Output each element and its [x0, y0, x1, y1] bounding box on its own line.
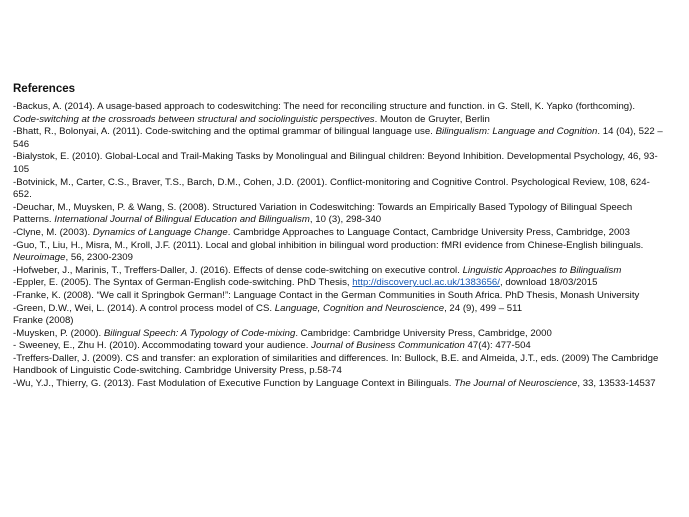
reference-text: -Franke, K. (2008). “We call it Springbok German!”: Language Contact in the German Communities in South Africa. PhD Thesis, Monash University — [13, 289, 640, 301]
reference-entry — [13, 378, 663, 391]
reference-entry — [13, 240, 663, 265]
reference-text: - Sweeney, E., Zhu H. (2010). Accommodating toward your audience. — [13, 340, 312, 352]
reference-text: -Bhatt, R., Bolonyai, A. (2011). Code-switching and the optimal grammar of bilingual language use. — [13, 126, 436, 138]
reference-entry — [13, 353, 663, 378]
reference-italic-title: Bilingualism: Language and Cognition — [435, 126, 598, 138]
reference-text: -Eppler, E. (2005). The Syntax of German-English code-switching. PhD Thesis, — [13, 277, 353, 289]
reference-text: -Hofweber, J., Marinis, T., Treffers-Daller, J. (2016). Effects of dense code-switching on executive control. — [13, 264, 463, 276]
reference-italic-title: Neuroimage — [13, 252, 66, 264]
reference-text: . Mouton de Gruyter, Berlin — [374, 113, 490, 125]
reference-text: , 10 (3), 298-340 — [309, 214, 382, 226]
reference-text: -Bialystok, E. (2010). Global-Local and Trail-Making Tasks by Monolingual and Bilingual children: Beyond Inhibition. Developmental Psychology, 46, 93-105 — [13, 151, 658, 175]
reference-text: -Backus, A. (2014). A usage-based approach to codeswitching: The need for reconciling structure and function. in G. Stell, K. Yapko (forthcoming). — [13, 101, 636, 112]
reference-italic-title: Dynamics of Language Change — [92, 226, 228, 238]
reference-entry — [13, 303, 663, 316]
reference-text: -Clyne, M. (2003). — [13, 226, 93, 238]
reference-entry — [13, 265, 663, 278]
reference-text: , 56, 2300-2309 — [65, 252, 133, 264]
reference-italic-title: Linguistic Approaches to Bilingualism — [462, 264, 622, 276]
reference-text: . Cambridge Approaches to Language Contact, Cambridge University Press, Cambridge, 2003 — [227, 226, 631, 238]
reference-entry — [13, 227, 663, 240]
reference-entry — [13, 340, 663, 353]
reference-italic-title: Journal of Business Communication — [311, 340, 465, 352]
reference-entry — [13, 290, 663, 303]
reference-entry — [13, 315, 663, 328]
reference-italic-title: The Journal of Neuroscience — [454, 378, 578, 390]
reference-entry — [13, 151, 663, 176]
reference-text: -Wu, Y.J., Thierry, G. (2013). Fast Modulation of Executive Function by Language Context in Bilinguals. — [13, 378, 455, 390]
reference-text: -Guo, T., Liu, H., Misra, M., Kroll, J.F. (2011). Local and global inhibition in bilingual word production: fMRI evidence from Chinese-English bilinguals. — [13, 239, 644, 251]
reference-text: , download 18/03/2015 — [499, 277, 598, 289]
reference-entry — [13, 277, 663, 290]
reference-italic-title: Code-switching at the crossroads between structural and sociolinguistic perspectives — [13, 113, 375, 125]
reference-entry — [13, 126, 663, 151]
reference-list — [13, 101, 663, 391]
reference-entry — [13, 328, 663, 341]
reference-italic-title: International Journal of Bilingual Education and Bilingualism — [54, 214, 310, 226]
reference-text: , 24 (9), 499 – 511 — [444, 302, 523, 314]
reference-entry — [13, 177, 663, 202]
reference-text: -Botvinick, M., Carter, C.S., Braver, T.S., Barch, D.M., Cohen, J.D. (2001). Conflict-monitoring and Cognitive Control. Psychological Review, 108, 624-652. — [13, 176, 650, 201]
reference-text: -Treffers-Daller, J. (2009). CS and transfer: an exploration of similarities and differences. In: Bullock, B.E. and Almeida, J.T., eds. (2009) The Cambridge Handbook of Linguistic Code-switching. Cambridge University Press, p.58-74 — [13, 352, 659, 377]
reference-text: . Cambridge: Cambridge University Press, Cambridge, 2000 — [295, 327, 552, 339]
reference-link[interactable]: http://discovery.ucl.ac.uk/1383656/ — [352, 277, 500, 289]
references-heading: References — [13, 83, 76, 95]
reference-text: 47(4): 477-504 — [464, 340, 531, 352]
reference-text: , 33, 13533-14537 — [577, 378, 656, 390]
reference-italic-title: Language, Cognition and Neuroscience — [274, 302, 445, 314]
reference-text: . 14 (04), 522 – 546 — [13, 126, 663, 150]
reference-entry — [13, 202, 663, 227]
reference-entry — [13, 101, 663, 126]
reference-text: Franke (2008) — [13, 315, 74, 327]
reference-text: -Green, D.W., Wei, L. (2014). A control process model of CS. — [13, 302, 275, 314]
reference-text: -Muysken, P. (2000). — [13, 327, 104, 339]
reference-italic-title: Bilingual Speech: A Typology of Code-mixing — [103, 327, 296, 339]
reference-text: -Deuchar, M., Muysken, P. & Wang, S. (2008). Structured Variation in Codeswitching: Towards an Empirically Based Typology of Bilingual Speech Patterns. — [13, 201, 633, 226]
